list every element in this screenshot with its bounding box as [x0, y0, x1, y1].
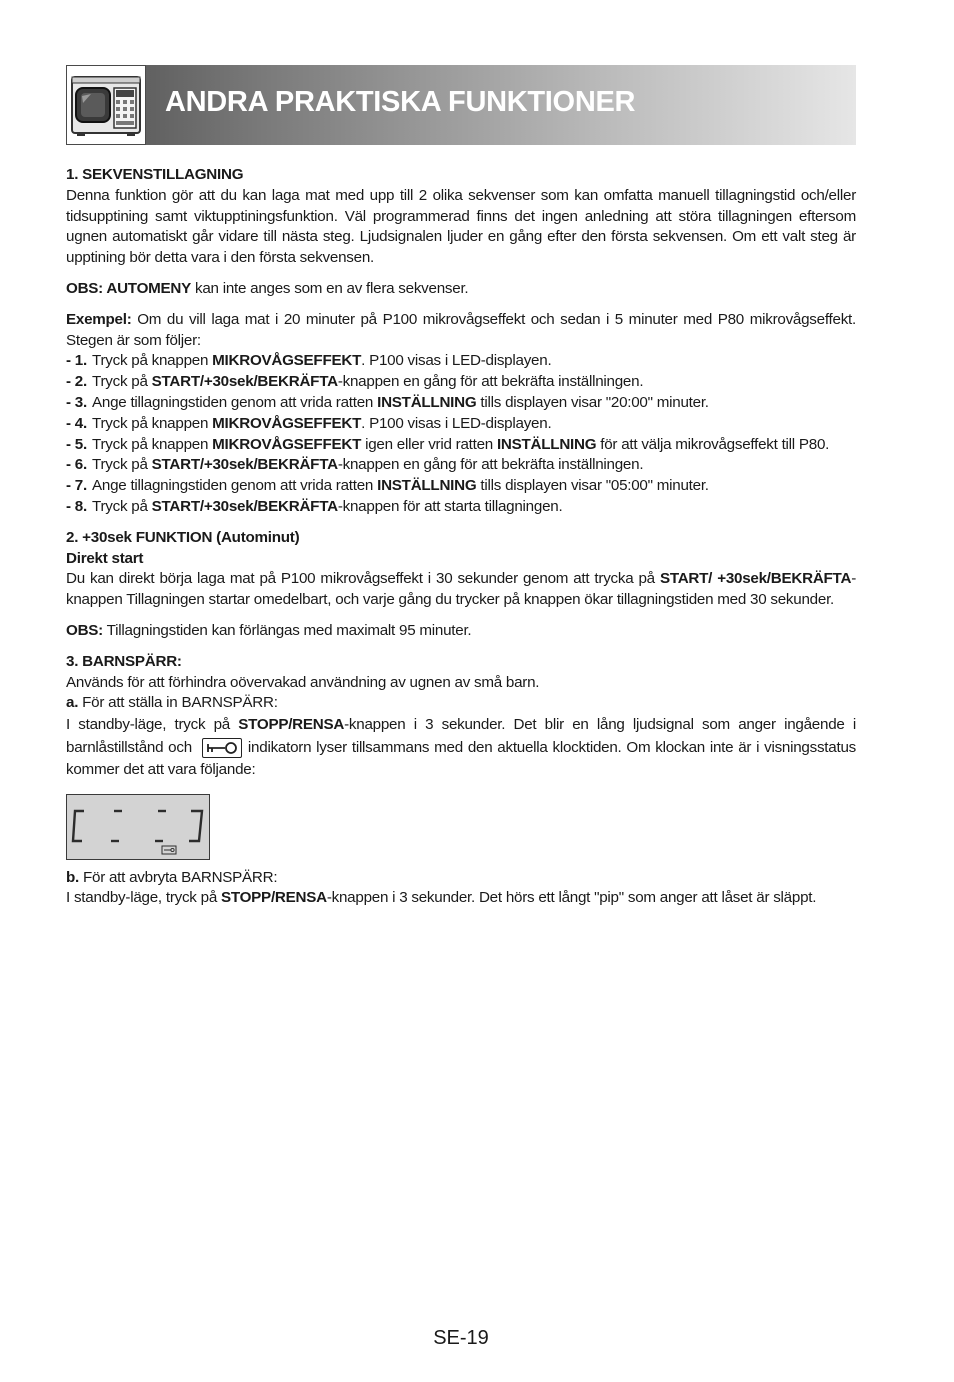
subsection-label: b.	[66, 868, 79, 886]
step-key: START/+30sek/BEKRÄFTA	[151, 497, 338, 515]
step-key: START/+30sek/BEKRÄFTA	[151, 373, 338, 391]
page-content	[66, 165, 856, 909]
subsection-text: För att ställa in BARNSPÄRR:	[78, 694, 278, 712]
step-number: - 4.	[66, 414, 87, 432]
step-2	[66, 372, 856, 393]
subsection-b-body	[66, 888, 856, 909]
section-2-subheading: Direkt start	[66, 549, 144, 567]
step-text: Tryck på knappen	[92, 352, 213, 370]
microwave-icon	[66, 65, 146, 145]
step-text: tills displayen visar "20:00" minuter.	[476, 393, 709, 411]
obs-text: kan inte anges som en av flera sekvenser.	[191, 279, 469, 297]
section-3-intro: Används för att förhindra oövervakad användning av ugnen av små barn.	[66, 673, 540, 691]
step-text: Tryck på knappen	[92, 435, 213, 453]
step-key: START/+30sek/BEKRÄFTA	[151, 456, 338, 474]
step-text: Tryck på knappen	[92, 414, 213, 432]
step-key: INSTÄLLNING	[377, 477, 477, 495]
step-key: MIKROVÅGSEFFEKT	[212, 352, 362, 370]
step-number: - 3.	[66, 393, 87, 411]
section-header	[66, 65, 856, 145]
obs-label: OBS:	[66, 621, 103, 639]
step-text: för att välja mikrovågseffekt till P80.	[596, 435, 830, 453]
step-text: -knappen en gång för att bekräfta inställningen.	[337, 456, 644, 474]
subsection-label: a.	[66, 694, 79, 712]
step-text: tills displayen visar "05:00" minuter.	[476, 477, 709, 495]
page-title: ANDRA PRAKTISKA FUNKTIONER	[165, 86, 636, 118]
step-key: INSTÄLLNING	[377, 393, 477, 411]
section-1-heading: 1. SEKVENSTILLAGNING	[66, 166, 244, 183]
example-text: Om du vill laga mat i 20 minuter på P100 mikrovågseffekt och sedan i 5 minuter med P80 mikrovågseffekt. Stegen är som följer:	[66, 310, 856, 349]
step-text: Ange tillagningstiden genom att vrida ratten	[92, 393, 378, 411]
section-2-body	[66, 569, 856, 611]
step-text: Tryck på	[92, 373, 152, 391]
step-text: . P100 visas i LED-displayen.	[361, 352, 552, 370]
body-text: indikatorn lyser tillsammans med den aktuella klocktiden. Om klockan inte är i visningsstatus kommer det att vara följande:	[66, 738, 856, 779]
key-name: START/ +30sek/BEKRÄFTA	[659, 570, 852, 588]
subsection-a-body	[66, 714, 856, 782]
body-text: Du kan direkt börja laga mat på P100 mikrovågseffekt i 30 sekunder genom att trycka på	[66, 570, 660, 588]
key-name: STOPP/RENSA	[220, 889, 327, 907]
step-text: Tryck på	[92, 456, 152, 474]
step-number: - 7.	[66, 477, 87, 495]
obs-label: OBS: AUTOMENY	[66, 279, 192, 297]
subsection-b	[66, 868, 856, 889]
step-number: - 2.	[66, 373, 87, 391]
body-text: I standby-läge, tryck på	[66, 716, 239, 734]
step-text: . P100 visas i LED-displayen.	[361, 414, 552, 432]
step-6	[66, 455, 856, 476]
step-text: -knappen en gång för att bekräfta inställningen.	[337, 373, 644, 391]
step-1	[66, 351, 856, 372]
step-key: MIKROVÅGSEFFEKT	[212, 414, 362, 432]
step-text: igen eller vrid ratten	[361, 435, 497, 453]
body-text: -knappen i 3 sekunder. Det hörs ett långt "pip" som anger att låset är släppt.	[326, 889, 817, 907]
step-number: - 5.	[66, 435, 87, 453]
step-8	[66, 497, 856, 518]
step-text: -knappen för att starta tillagningen.	[337, 497, 563, 515]
section-2-obs	[66, 621, 856, 642]
body-text: -knappen i 3 sekunder. Det blir en lång ljudsignal som anger ingående i barnlåstillstånd och	[66, 716, 857, 756]
section-2-heading: 2. +30sek FUNKTION (Autominut)	[66, 528, 300, 546]
step-text: Ange tillagningstiden genom att vrida ratten	[92, 477, 378, 495]
lcd-display	[66, 794, 210, 860]
body-text: -knappen Tillagningen startar omedelbart, och varje gång du trycker på knappen ökar tillagningstiden med 30 sekunder.	[66, 570, 856, 609]
step-key: MIKROVÅGSEFFEKT	[212, 435, 362, 453]
section-1-example	[66, 310, 856, 352]
step-5	[66, 435, 856, 456]
body-text: I standby-läge, tryck på	[66, 889, 221, 907]
step-number: - 1.	[66, 352, 87, 370]
step-key: INSTÄLLNING	[496, 435, 597, 453]
example-label: Exempel:	[66, 310, 132, 328]
step-number: - 8.	[66, 497, 87, 515]
step-7	[66, 476, 856, 497]
step-number: - 6.	[66, 456, 87, 474]
subsection-text: För att avbryta BARNSPÄRR:	[79, 868, 278, 886]
page-number: SE-19	[433, 1327, 489, 1349]
subsection-a	[66, 693, 856, 714]
key-name: STOPP/RENSA	[238, 716, 345, 734]
step-4	[66, 414, 856, 435]
obs-text: Tillagningstiden kan förlängas med maximalt 95 minuter.	[102, 621, 472, 639]
section-1-intro: Denna funktion gör att du kan laga mat med upp till 2 olika sekvenser som kan omfatta manuell tillagningstid och/eller tidsupptining samt viktupptiningsfunktion. Väl programmerad finns det ingen anledning att störa tillagningen eftersom ugnen automatiskt går vidare till nästa steg. Ljudsignalen ljuder en gång efter den första sekvensen. Om ett valt steg är upptining bör detta vara i den första sekvensen.	[66, 186, 856, 267]
step-text: Tryck på	[92, 497, 152, 515]
key-lock-icon	[202, 738, 242, 758]
section-3-heading: 3. BARNSPÄRR:	[66, 652, 182, 670]
section-1-obs	[66, 279, 856, 300]
step-3	[66, 393, 856, 414]
